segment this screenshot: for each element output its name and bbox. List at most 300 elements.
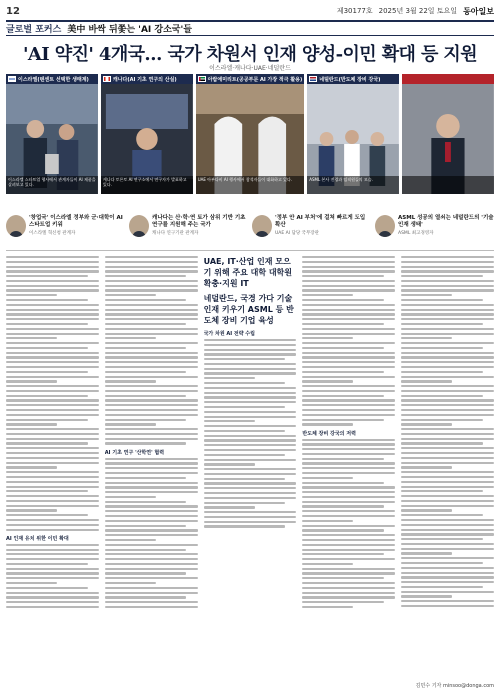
text-line xyxy=(105,428,198,430)
text-line xyxy=(401,404,494,406)
text-line xyxy=(105,462,198,464)
text-line xyxy=(204,382,286,384)
text-line xyxy=(302,399,395,401)
text-line xyxy=(302,342,395,344)
text-line xyxy=(6,323,88,325)
text-line xyxy=(105,486,198,488)
text-line xyxy=(302,520,353,522)
body-text xyxy=(6,256,99,531)
text-line xyxy=(105,333,198,335)
text-line xyxy=(302,491,395,493)
text-line xyxy=(302,443,395,445)
text-line xyxy=(204,516,297,518)
text-line xyxy=(401,366,494,368)
reporter-credit: 김민수 기자 minsoo@donga.com xyxy=(415,683,494,689)
subhead: 국가 차원 AI 전략 수립 xyxy=(203,331,255,337)
text-line xyxy=(401,423,452,425)
text-line xyxy=(401,304,494,306)
text-line xyxy=(204,339,297,341)
text-line xyxy=(302,275,384,277)
text-line xyxy=(302,328,395,330)
text-line xyxy=(401,313,494,315)
text-line xyxy=(6,404,99,406)
masthead xyxy=(6,4,494,18)
text-line xyxy=(204,459,297,461)
text-line xyxy=(6,519,99,521)
text-line xyxy=(6,505,99,507)
quote-item xyxy=(6,215,125,250)
text-line xyxy=(302,318,395,320)
text-line xyxy=(302,280,395,282)
masthead-meta xyxy=(337,6,494,17)
photo-region-label: 캐나다(AI 기초 연구의 산실) xyxy=(112,76,177,83)
text-line xyxy=(401,605,494,607)
text-line xyxy=(105,515,198,517)
headline: 'AI 약진' 4개국… 국가 차원서 인재 양성-이민 확대 등 지원 xyxy=(23,44,477,65)
text-line xyxy=(302,448,395,450)
text-line xyxy=(401,538,483,540)
text-line xyxy=(105,299,187,301)
text-line xyxy=(302,270,395,272)
text-line xyxy=(204,444,297,446)
text-line xyxy=(6,376,99,378)
text-line xyxy=(302,568,395,570)
text-line xyxy=(302,390,395,392)
text-line xyxy=(401,600,494,602)
photo-caption xyxy=(402,176,494,194)
text-line xyxy=(302,313,395,315)
text-line xyxy=(401,591,494,593)
photo-netherlands xyxy=(307,74,399,212)
text-line xyxy=(401,380,452,382)
text-line xyxy=(302,525,395,527)
text-line xyxy=(105,361,198,363)
text-line xyxy=(6,409,99,411)
text-line xyxy=(302,529,384,531)
text-line xyxy=(302,323,384,325)
text-line xyxy=(401,557,494,559)
text-line xyxy=(105,289,198,291)
text-line xyxy=(401,256,494,258)
text-line xyxy=(6,385,99,387)
text-line xyxy=(302,587,395,589)
text-line xyxy=(302,601,384,603)
text-line xyxy=(6,466,57,468)
text-line xyxy=(105,309,198,311)
text-line xyxy=(302,404,395,406)
text-line xyxy=(302,304,395,306)
quote-speaker: ASML 최고경영자 xyxy=(398,231,434,236)
text-line xyxy=(302,544,395,546)
quote-speaker: 이스라엘 혁신청 관계자 xyxy=(29,231,76,236)
photo-uae xyxy=(196,74,305,212)
text-line xyxy=(204,487,297,489)
text-line xyxy=(6,261,99,263)
text-line xyxy=(105,534,198,536)
text-line xyxy=(105,496,156,498)
text-line xyxy=(302,577,384,579)
text-line xyxy=(204,502,286,504)
text-line xyxy=(401,371,483,373)
text-line xyxy=(6,395,88,397)
text-line xyxy=(105,529,198,531)
photo-caption: 이스라엘 스타트업 행사에서 관계자들이 AI 제품을 살펴보고 있다. xyxy=(6,176,98,194)
text-line xyxy=(6,371,88,373)
text-line xyxy=(105,352,198,354)
text-line xyxy=(6,337,57,339)
text-line xyxy=(204,449,297,451)
text-line xyxy=(105,525,187,527)
text-line xyxy=(105,558,198,560)
avatar xyxy=(252,215,272,237)
text-line xyxy=(105,313,198,315)
text-line xyxy=(302,472,395,474)
text-line xyxy=(302,467,395,469)
text-line xyxy=(105,472,198,474)
text-line xyxy=(105,477,187,479)
text-line xyxy=(204,492,297,494)
text-line xyxy=(6,280,99,282)
text-line xyxy=(6,563,88,565)
newspaper-brand: 동아일보 xyxy=(463,6,494,16)
text-line xyxy=(302,510,395,512)
text-line xyxy=(302,361,395,363)
text-line xyxy=(401,385,494,387)
text-line xyxy=(6,558,99,560)
text-line xyxy=(105,404,198,406)
text-line xyxy=(6,500,99,502)
photo-region-label: 이스라엘(텐센트 선택한 생태계) xyxy=(18,76,89,83)
text-line xyxy=(105,491,198,493)
text-line xyxy=(401,390,494,392)
text-line xyxy=(302,515,395,517)
text-line xyxy=(6,587,88,589)
text-line xyxy=(204,478,286,480)
canada-flag-icon xyxy=(103,76,111,82)
text-line xyxy=(105,304,198,306)
text-line xyxy=(6,342,99,344)
body-text xyxy=(105,458,198,608)
text-line xyxy=(105,395,187,397)
text-line xyxy=(105,318,198,320)
text-line xyxy=(401,299,483,301)
text-line xyxy=(401,309,494,311)
text-line xyxy=(401,524,494,526)
israel-flag-icon xyxy=(8,76,16,82)
text-line xyxy=(6,490,88,492)
text-line xyxy=(6,414,99,416)
text-line xyxy=(204,468,297,470)
text-line xyxy=(204,525,286,527)
text-line xyxy=(401,457,494,459)
text-line xyxy=(6,328,99,330)
text-line xyxy=(6,275,88,277)
text-line xyxy=(6,577,99,579)
text-line xyxy=(401,552,452,554)
text-line xyxy=(204,482,297,484)
quote-text: '창업국' 이스라엘 정부와 군·대학이 AI 스타트업 키워 xyxy=(29,215,123,228)
article-column-2 xyxy=(105,256,198,681)
article-column-1 xyxy=(6,256,99,681)
text-line xyxy=(401,438,494,440)
text-line xyxy=(105,356,198,358)
photo-israel xyxy=(6,74,98,212)
text-line xyxy=(302,333,395,335)
text-line xyxy=(302,496,395,498)
text-line xyxy=(401,280,494,282)
text-line xyxy=(401,270,494,272)
text-line xyxy=(401,543,494,545)
photo-extra xyxy=(402,74,494,212)
text-line xyxy=(401,419,483,421)
text-line xyxy=(401,514,483,516)
photo-header xyxy=(101,74,193,84)
text-line xyxy=(302,534,395,536)
text-line xyxy=(302,539,395,541)
text-line xyxy=(302,347,384,349)
subhead: AI 기초 연구 '산학연' 협력 xyxy=(104,449,165,456)
text-line xyxy=(302,261,395,263)
text-line xyxy=(105,568,198,570)
text-line xyxy=(302,414,395,416)
text-line xyxy=(204,396,297,398)
text-line xyxy=(105,553,198,555)
text-line xyxy=(6,592,99,594)
text-line xyxy=(401,294,452,296)
text-line xyxy=(6,304,99,306)
text-line xyxy=(401,481,494,483)
text-line xyxy=(401,337,452,339)
photo-header xyxy=(196,74,305,84)
text-line xyxy=(302,572,395,574)
text-line xyxy=(302,439,395,441)
text-line xyxy=(302,505,384,507)
text-line xyxy=(6,380,57,382)
text-line xyxy=(401,476,494,478)
text-line xyxy=(401,562,483,564)
text-line xyxy=(204,363,297,365)
text-line xyxy=(204,377,255,379)
text-line xyxy=(6,606,99,608)
text-line xyxy=(105,549,187,551)
text-line xyxy=(401,318,494,320)
text-line xyxy=(204,372,297,374)
text-line xyxy=(105,544,198,546)
text-line xyxy=(302,352,395,354)
body-text xyxy=(105,256,198,445)
text-line xyxy=(401,490,483,492)
text-line xyxy=(6,544,99,546)
quote-text: 캐나다는 산·학·연 토가 삼위 기반 기초연구를 지원해 주는 국가 xyxy=(152,215,246,228)
photo-header xyxy=(307,74,399,84)
text-line xyxy=(105,572,187,574)
text-line xyxy=(401,486,494,488)
article-column-3 xyxy=(204,256,297,681)
text-line xyxy=(302,385,395,387)
text-line xyxy=(401,414,494,416)
text-line xyxy=(204,420,255,422)
avatar xyxy=(6,215,26,237)
column-lead: UAE, IT·산업 인재 모으기 위해 주요 대학 대학원 확충·지원 IT xyxy=(203,257,293,288)
text-line xyxy=(302,606,353,608)
text-line xyxy=(401,462,494,464)
subhead: 반도체 장비 강국의 저력 xyxy=(302,430,356,437)
text-line xyxy=(401,509,452,511)
text-line xyxy=(401,352,494,354)
text-line xyxy=(401,529,494,531)
text-line xyxy=(401,409,494,411)
page-number: 12 xyxy=(6,5,20,17)
text-line xyxy=(105,294,156,296)
text-line xyxy=(105,482,198,484)
text-line xyxy=(204,349,297,351)
text-line xyxy=(6,462,99,464)
text-line xyxy=(6,481,99,483)
article-column-4 xyxy=(302,256,395,681)
text-line xyxy=(6,553,99,555)
text-line xyxy=(401,376,494,378)
text-line xyxy=(105,371,187,373)
text-line xyxy=(401,323,483,325)
text-line xyxy=(204,435,297,437)
text-line xyxy=(401,356,494,358)
quote-item xyxy=(375,215,494,250)
text-line xyxy=(401,261,494,263)
text-line xyxy=(401,495,494,497)
text-line xyxy=(401,595,452,597)
text-line xyxy=(6,514,88,516)
text-line xyxy=(302,462,395,464)
photo-header xyxy=(402,74,494,84)
text-line xyxy=(6,399,99,401)
text-line xyxy=(302,299,384,301)
text-line xyxy=(6,423,57,425)
text-line xyxy=(204,463,255,465)
photo-canada xyxy=(101,74,193,212)
text-line xyxy=(302,285,395,287)
body-text xyxy=(6,544,99,608)
text-line xyxy=(6,495,99,497)
text-line xyxy=(401,433,494,435)
text-line xyxy=(6,457,99,459)
text-line xyxy=(105,376,198,378)
text-line xyxy=(401,519,494,521)
text-line xyxy=(302,563,353,565)
photo-region-label: 아랍에미리트(공공부문 AI 가장 적극 활용) xyxy=(207,76,303,83)
byline: 이스라엘·캐나다·UAE·네덜란드 xyxy=(209,65,291,72)
article-body xyxy=(6,256,494,681)
text-line xyxy=(401,361,494,363)
text-line xyxy=(105,577,198,579)
text-line xyxy=(401,586,483,588)
text-line xyxy=(401,581,494,583)
text-line xyxy=(204,473,297,475)
text-line xyxy=(105,467,198,469)
text-line xyxy=(302,309,395,311)
quote-item xyxy=(252,215,371,250)
section-kicker: 美中 바싹 뒤쫓는 'AI 강소국'들 xyxy=(67,25,192,35)
text-line xyxy=(6,294,57,296)
text-line xyxy=(204,387,297,389)
text-line xyxy=(6,596,99,598)
text-line xyxy=(105,270,198,272)
text-line xyxy=(6,266,99,268)
text-line xyxy=(6,356,99,358)
text-line xyxy=(302,458,384,460)
text-line xyxy=(302,596,395,598)
text-line xyxy=(105,601,198,603)
text-line xyxy=(6,447,99,449)
text-line xyxy=(204,411,297,413)
text-line xyxy=(6,313,99,315)
text-line xyxy=(6,476,99,478)
text-line xyxy=(302,592,395,594)
text-line xyxy=(302,356,395,358)
text-line xyxy=(105,380,156,382)
text-line xyxy=(6,347,88,349)
text-line xyxy=(6,524,99,526)
quote-text: '정부 안 AI 부처'에 걸쳐 빠르게 도입 확산 xyxy=(275,215,366,228)
text-line xyxy=(6,433,99,435)
text-line xyxy=(105,337,156,339)
body-text xyxy=(401,256,494,607)
article-column-5 xyxy=(401,256,494,681)
text-line xyxy=(6,438,99,440)
text-line xyxy=(401,572,494,574)
text-line xyxy=(6,352,99,354)
text-line xyxy=(105,442,187,444)
text-line xyxy=(105,433,198,435)
text-line xyxy=(401,428,494,430)
text-line xyxy=(204,344,297,346)
photo-caption: UAE 아부다비 AI 행사에서 참석자들이 대화하고 있다. xyxy=(196,176,305,194)
text-line xyxy=(105,285,198,287)
text-line xyxy=(401,500,494,502)
text-line xyxy=(105,510,198,512)
text-line xyxy=(105,423,156,425)
text-line xyxy=(401,399,494,401)
text-line xyxy=(6,428,99,430)
text-line xyxy=(105,261,198,263)
body-text xyxy=(302,256,395,426)
text-line xyxy=(6,318,99,320)
text-line xyxy=(6,366,99,368)
text-line xyxy=(204,406,286,408)
text-line xyxy=(105,256,198,258)
text-line xyxy=(105,328,198,330)
text-line xyxy=(6,442,88,444)
text-line xyxy=(105,505,198,507)
text-line xyxy=(105,347,187,349)
text-line xyxy=(302,371,384,373)
quote-row xyxy=(6,215,494,251)
text-line xyxy=(204,430,286,432)
body-text xyxy=(302,439,395,609)
text-line xyxy=(6,452,99,454)
text-line xyxy=(401,576,494,578)
text-line xyxy=(302,553,384,555)
text-line xyxy=(204,401,297,403)
text-line xyxy=(105,587,198,589)
text-line xyxy=(105,366,198,368)
text-line xyxy=(105,385,198,387)
text-line xyxy=(6,333,99,335)
quote-text: ASML 성공의 열쇠는 네덜란드의 '기술인재 생태' xyxy=(398,215,494,228)
text-line xyxy=(6,486,99,488)
section-tag: 글로벌 포커스 xyxy=(6,25,62,35)
text-line xyxy=(401,328,494,330)
text-line xyxy=(105,419,187,421)
